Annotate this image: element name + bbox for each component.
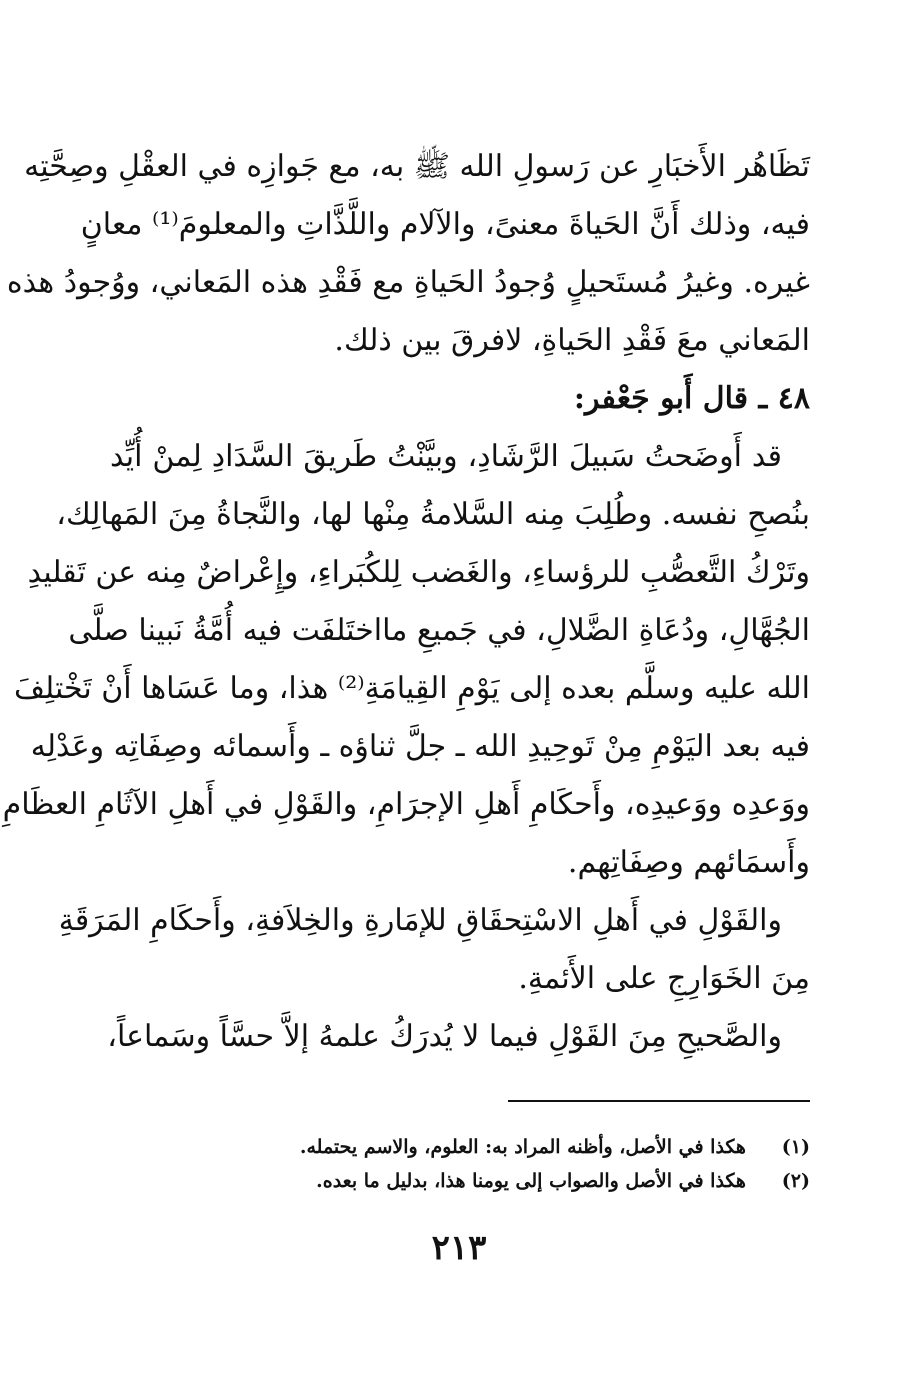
text-line: وتَرْكُ التَّعصُّبِ للرؤساءِ، والغَضب لِلكُبَراءِ، وإِعْراضٌ مِنه عن تَقليدِ [27, 555, 810, 590]
text-line: غيره. وغيرُ مُستَحيلٍ وُجودُ الحَياةِ مع فَقْدِ هذه المَعاني، ووُجودُ هذه [6, 265, 810, 300]
text-line: فيه، وذلك أَنَّ الحَياةَ معنىً، والآلام واللَّذَّاتِ والمعلومَ⁽¹⁾ معانٍ [80, 207, 810, 242]
section-heading: ٤٨ ـ قال أَبو جَعْفر: [573, 381, 810, 416]
text-line: مِنَ الخَوَارِجِ على الأَئمةِ. [518, 961, 810, 996]
text-line: والصَّحيحِ مِنَ القَوْلِ فيما لا يُدرَكُ علمهُ إلاَّ حسَّاً وسَماعاً، [107, 1019, 782, 1054]
footnote-divider [508, 1100, 810, 1102]
text-line: المَعاني معَ فَقْدِ الحَياةِ، لافرقَ بين ذلك. [334, 323, 810, 358]
footnote-text: هكذا في الأصل، وأظنه المراد به: العلوم، والاسم يحتمله. [299, 1136, 746, 1158]
text-line: قد أَوضَحتُ سَبيلَ الرَّشَادِ، وبيَّنْتُ طَريقَ السَّدَادِ لِمنْ أُيِّد [110, 439, 782, 474]
page-number: ٢١٣ [431, 1228, 487, 1268]
text-line: فيه بعد اليَوْمِ مِنْ تَوحِيدِ الله ـ جلَّ ثناؤه ـ وأَسمائه وصِفَاتِه وعَدْلِه [30, 729, 810, 764]
text-line: بنُصحِ نفسه. وطُلِبَ مِنه السَّلامةُ مِنْها لها، والنَّجاةُ مِنَ المَهالِك، [56, 497, 810, 532]
text-line: تَظَاهُر الأَخبَارِ عن رَسولِ الله ﷺ به، مع جَوازِه في العقْلِ وصِحَّتِه [24, 149, 810, 184]
footnote-text: هكذا في الأصل والصواب إلى يومنا هذا، بدليل ما بعده. [316, 1170, 746, 1192]
text-line: ووَعدِه ووَعيدِه، وأَحكَامِ أَهلِ الإجرَامِ، والقَوْلِ في أَهلِ الآثَامِ العظَامِ [2, 787, 810, 822]
footnote-number: (١) [781, 1136, 810, 1158]
footnote-number: (٢) [781, 1170, 810, 1192]
text-line: الجُهَّالِ، ودُعَاةِ الضَّلالِ، في جَميعِ مااختَلفَت فيه أُمَّةُ نَبينا صلَّى [68, 613, 810, 648]
text-line: الله عليه وسلَّم بعده إلى يَوْمِ القِيامَةِ⁽²⁾ هذا، وما عَسَاها أَنْ تَخْتلِفَ [13, 671, 810, 706]
text-line: وأَسمَائهم وصِفَاتِهم. [567, 845, 810, 880]
footnote-item [110, 1130, 810, 1164]
footnotes [110, 1130, 810, 1198]
text-line: والقَوْلِ في أَهلِ الاسْتِحقَاقِ للإمَارةِ والخِلاَفةِ، وأَحكَامِ المَرَقَةِ [58, 903, 782, 938]
main-text [2, 138, 810, 1066]
footnote-item [110, 1164, 810, 1198]
